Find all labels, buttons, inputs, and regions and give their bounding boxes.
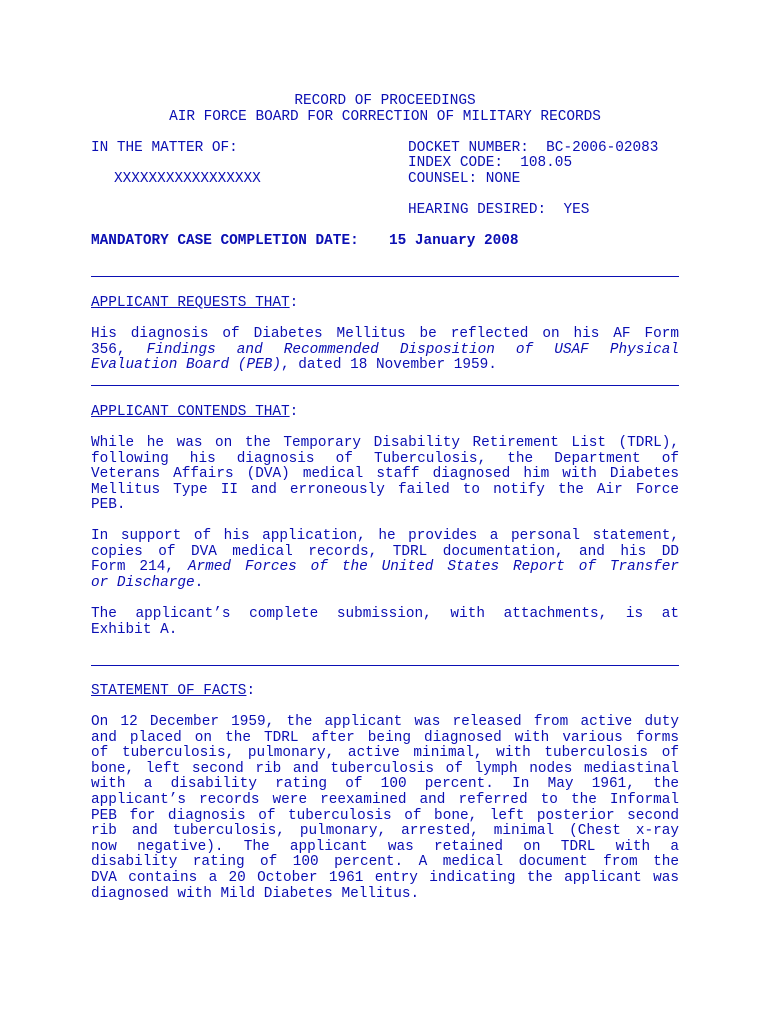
- paragraph-line: with a disability rating of 100 percent. In May 1961, the: [91, 776, 679, 793]
- paragraph-line: Exhibit A.: [91, 621, 178, 638]
- paragraph-line: bone, left second rib and tuberculosis of lymph nodes mediastinal: [91, 760, 679, 777]
- paragraph-line: rib and tuberculosis, pulmonary, arrested, minimal (Chest x-ray: [91, 823, 679, 840]
- hearing-desired: HEARING DESIRED: YES: [408, 202, 590, 218]
- completion-label: MANDATORY CASE COMPLETION DATE:: [91, 233, 359, 249]
- paragraph-line: or Discharge.: [91, 574, 204, 591]
- contends-paragraph-3: [91, 607, 679, 638]
- requests-line-3: Evaluation Board (PEB), dated 18 November 1959.: [91, 357, 497, 374]
- paragraph-line: and placed on the TDRL after being diagnosed with various forms: [91, 729, 679, 746]
- section-divider: [91, 665, 679, 666]
- paragraph-line: copies of DVA medical records, TDRL documentation, and his DD: [91, 543, 679, 560]
- paragraph-line: applicant’s records were reexamined and referred to the Informal: [91, 791, 679, 808]
- contends-paragraph-2: [91, 529, 679, 591]
- counsel: COUNSEL: NONE: [408, 171, 521, 187]
- section-divider: [91, 385, 679, 386]
- board-title: AIR FORCE BOARD FOR CORRECTION OF MILITARY RECORDS: [169, 109, 601, 125]
- requests-line-1: His diagnosis of Diabetes Mellitus be reflected on his AF Form: [91, 326, 679, 342]
- paragraph-line: While he was on the Temporary Disability Retirement List (TDRL),: [91, 435, 679, 451]
- requests-line-2: 356, Findings and Recommended Disposition of USAF Physical: [91, 341, 679, 358]
- contends-paragraph-1: [91, 436, 679, 514]
- paragraph-line: PEB for diagnosis of tuberculosis of bone, left posterior second: [91, 807, 679, 824]
- paragraph-line: diagnosed with Mild Diabetes Mellitus.: [91, 885, 420, 902]
- paragraph-line: of tuberculosis, pulmonary, active minimal, with tuberculosis of: [91, 745, 679, 762]
- facts-paragraph: [91, 715, 679, 902]
- contends-heading: APPLICANT CONTENDS THAT:: [91, 404, 299, 420]
- completion-date: 15 January 2008: [389, 233, 519, 249]
- requests-heading: APPLICANT REQUESTS THAT:: [91, 295, 299, 311]
- matter-label: IN THE MATTER OF:: [91, 140, 238, 156]
- paragraph-line: The applicant’s complete submission, with attachments, is at: [91, 606, 679, 622]
- docket-number: DOCKET NUMBER: BC-2006-02083: [408, 140, 659, 156]
- paragraph-line: PEB.: [91, 497, 126, 514]
- facts-heading: STATEMENT OF FACTS:: [91, 683, 256, 699]
- applicant-name-redacted: XXXXXXXXXXXXXXXXX: [114, 171, 261, 187]
- paragraph-line: Form 214, Armed Forces of the United States Report of Transfer: [91, 559, 679, 576]
- section-divider: [91, 276, 679, 277]
- paragraph-line: following his diagnosis of Tuberculosis, the Department of: [91, 450, 679, 467]
- index-code: INDEX CODE: 108.05: [408, 155, 573, 171]
- requests-paragraph: [91, 327, 679, 374]
- paragraph-line: Veterans Affairs (DVA) medical staff diagnosed him with Diabetes: [91, 466, 679, 483]
- record-title: RECORD OF PROCEEDINGS: [294, 93, 476, 109]
- paragraph-line: now negative). The applicant was retained on TDRL with a: [91, 838, 679, 855]
- paragraph-line: On 12 December 1959, the applicant was released from active duty: [91, 714, 679, 730]
- paragraph-line: DVA contains a 20 October 1961 entry indicating the applicant was: [91, 869, 679, 886]
- paragraph-line: In support of his application, he provides a personal statement,: [91, 528, 679, 544]
- paragraph-line: Mellitus Type II and erroneously failed to notify the Air Force: [91, 481, 679, 498]
- paragraph-line: disability rating of 100 percent. A medical document from the: [91, 854, 679, 871]
